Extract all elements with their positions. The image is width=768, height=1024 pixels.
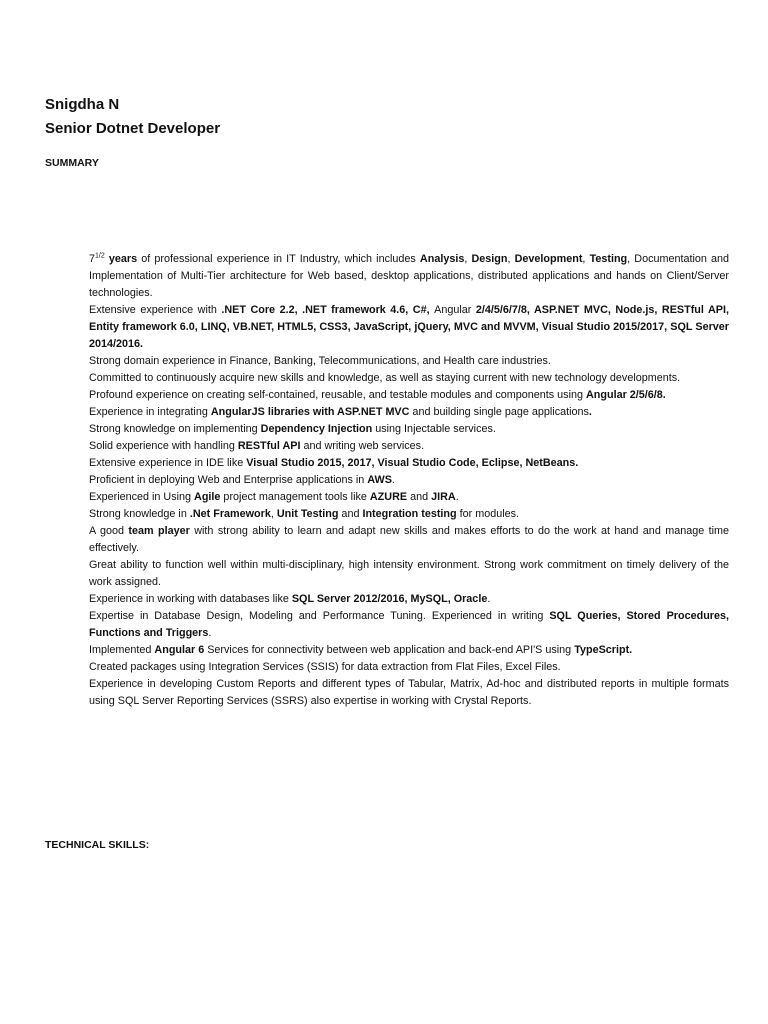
summary-bullet-text: Strong knowledge in .Net Framework, Unit Testing and Integration testing for modules. <box>89 508 520 520</box>
checkbox-glyph-icon <box>63 302 89 353</box>
checkbox-glyph-icon <box>63 404 89 421</box>
summary-bullet-text: Extensive experience in IDE like Visual Studio 2015, 2017, Visual Studio Code, Eclipse, NetBeans. <box>89 457 579 469</box>
summary-bullet <box>63 421 729 438</box>
checkbox-glyph-icon <box>63 251 89 302</box>
summary-heading: SUMMARY <box>45 157 99 169</box>
summary-bullet-text: Strong domain experience in Finance, Banking, Telecommunications, and Health care industries. <box>89 355 551 367</box>
summary-bullet <box>63 455 729 472</box>
summary-bullet <box>63 523 729 557</box>
checkbox-glyph-icon <box>63 421 89 438</box>
checkbox-glyph-icon <box>63 642 89 659</box>
summary-bullet-text: $7^{1/2}$ years of professional experience in IT Industry, which includes Analysis, Design, Development, Testing, Documentation and Implementation of Multi-Tier architecture for Web based, desktop applications, distributed applications and hands on Client/Server technologies. <box>89 252 730 299</box>
checkbox-glyph-icon <box>63 387 89 404</box>
checkbox-glyph-icon <box>63 591 89 608</box>
summary-bullet-list <box>63 251 729 710</box>
checkbox-glyph-icon <box>63 353 89 370</box>
summary-bullet-text: Experience in integrating AngularJS libraries with ASP.NET MVC and building single page applications. <box>89 406 592 418</box>
summary-bullet <box>63 387 729 404</box>
summary-bullet <box>63 557 729 591</box>
checkbox-glyph-icon <box>63 506 89 523</box>
summary-bullet-text: Solid experience with handling RESTful API and writing web services. <box>89 440 425 452</box>
summary-bullet <box>63 438 729 455</box>
checkbox-glyph-icon <box>63 557 89 591</box>
summary-bullet-text: Implemented Angular 6 Services for connectivity between web application and back-end API'S using TypeScript. <box>89 644 633 656</box>
summary-bullet-text: A good team player with strong ability to learn and adapt new skills and makes efforts to do the work at hand and manage time effectively. <box>89 525 730 554</box>
summary-bullet <box>63 353 729 370</box>
summary-bullet <box>63 404 729 421</box>
checkbox-glyph-icon <box>63 489 89 506</box>
summary-bullet <box>63 489 729 506</box>
technical-skills-heading: TECHNICAL SKILLS: <box>45 839 150 851</box>
checkbox-glyph-icon <box>63 370 89 387</box>
summary-bullet <box>63 659 729 676</box>
checkbox-glyph-icon <box>63 608 89 642</box>
checkbox-glyph-icon <box>63 455 89 472</box>
summary-bullet-text: Expertise in Database Design, Modeling and Performance Tuning. Experienced in writing SQL Queries, Stored Procedures, Functions and Triggers. <box>89 610 729 639</box>
summary-bullet-text: Committed to continuously acquire new skills and knowledge, as well as staying current with new technology developments. <box>89 372 681 384</box>
checkbox-glyph-icon <box>63 438 89 455</box>
summary-bullet-text: Experienced in Using Agile project management tools like AZURE and JIRA. <box>89 491 459 503</box>
checkbox-glyph-icon <box>63 676 89 710</box>
summary-bullet <box>63 608 729 642</box>
summary-bullet <box>63 642 729 659</box>
summary-bullet <box>63 676 729 710</box>
summary-bullet-text: Proficient in deploying Web and Enterprise applications in AWS. <box>89 474 395 486</box>
summary-bullet-text: Strong knowledge on implementing Dependency Injection using Injectable services. <box>89 423 496 435</box>
summary-bullet-text: Experience in developing Custom Reports and different types of Tabular, Matrix, Ad-hoc and distributed reports in multiple formats using SQL Server Reporting Services (SSRS) also expertise in working with Crystal Reports. <box>89 678 729 707</box>
summary-bullet <box>63 472 729 489</box>
summary-bullet-text: Great ability to function well within multi-disciplinary, high intensity environment. Strong work commitment on timely delivery of the work assigned. <box>89 559 729 588</box>
summary-bullet-text: Created packages using Integration Services (SSIS) for data extraction from Flat Files, Excel Files. <box>89 661 561 673</box>
checkbox-glyph-icon <box>63 472 89 489</box>
candidate-name: Snigdha N <box>45 96 120 113</box>
summary-bullet-text: Experience in working with databases like SQL Server 2012/2016, MySQL, Oracle. <box>89 593 491 605</box>
checkbox-glyph-icon <box>63 523 89 557</box>
summary-bullet-text: Extensive experience with .NET Core 2.2, .NET framework 4.6, C#, Angular 2/4/5/6/7/8, ASP.NET MVC, Node.js, RESTful API, Entity framework 6.0, LINQ, VB.NET, HTML5, CSS3, JavaScript, jQuery, MVC and MVVM, Visual Studio 2015/2017, SQL Server 2014/2016. <box>89 304 729 350</box>
summary-bullet <box>63 302 729 353</box>
checkbox-glyph-icon <box>63 659 89 676</box>
summary-bullet <box>63 251 729 302</box>
candidate-title: Senior Dotnet Developer <box>45 120 221 137</box>
summary-bullet <box>63 506 729 523</box>
summary-bullet <box>63 370 729 387</box>
summary-bullet <box>63 591 729 608</box>
summary-bullet-text: Profound experience on creating self-contained, reusable, and testable modules and components using Angular 2/5/6/8. <box>89 389 666 401</box>
